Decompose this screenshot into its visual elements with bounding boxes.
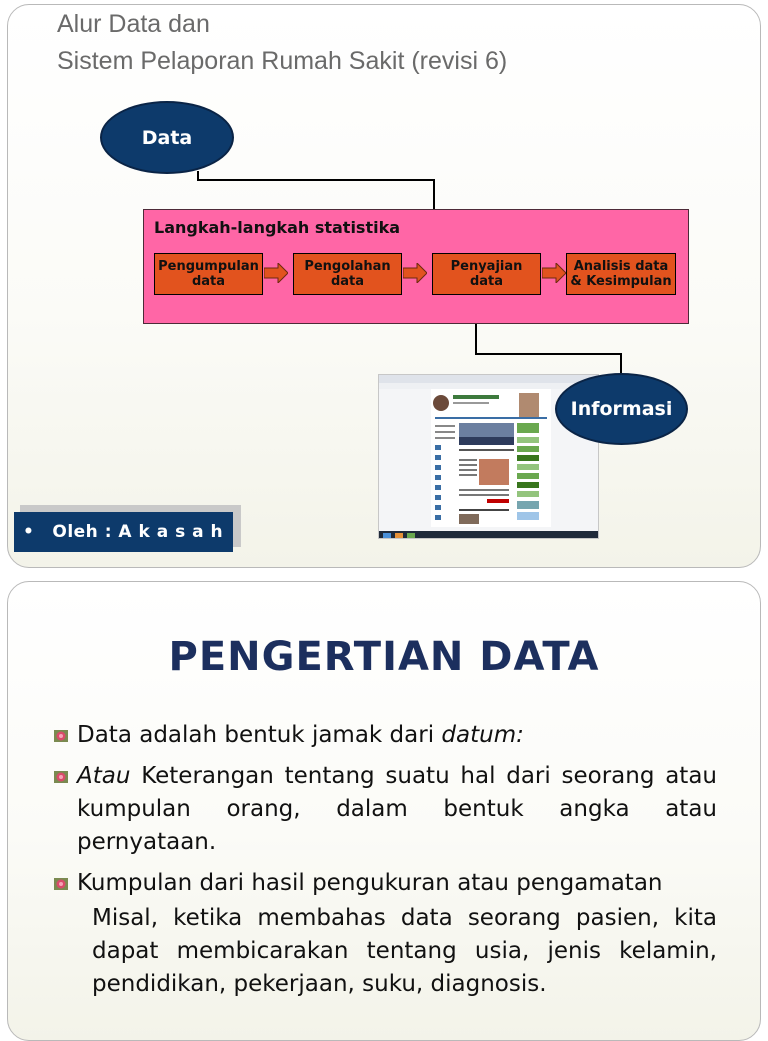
connector-info-vertical [620,353,622,375]
bullet-2-text: Keterangan tentang suatu hal dari seorang atau kumpulan orang, dalam bentuk angka atau pernyataan. [77,763,717,855]
slide-1 [7,4,761,568]
informasi-oval: Informasi [555,373,688,445]
slide-title-line-1: Alur Data dan [57,10,210,38]
bullet-1-italic: datum: [441,722,524,748]
arrow-right-icon [403,263,427,283]
sub-paragraph: Misal, ketika membahas data seorang pasien, kita dapat membicarakan tentang usia, jenis kelamin, pendidikan, pekerjaan, suku, diagnosis. [92,905,717,997]
step-pengumpulan [154,253,263,295]
bullet-1-text: Data adalah bentuk jamak dari [77,722,442,748]
step-label-line1: Pengumpulan [158,259,259,274]
step-analisis [566,253,676,295]
step-label-line1: Penyajian [450,259,523,274]
rose-bullet-icon [54,771,68,783]
slide-title-line-2: Sistem Pelaporan Rumah Sakit (revisi 6) [57,47,508,75]
step-penyajian [432,253,541,295]
step-label-line2: data [469,274,504,289]
author-box [14,512,233,552]
rose-bullet-icon [54,730,68,742]
bullet-1 [77,719,717,752]
step-label-line1: Pengolahan [304,259,391,274]
data-oval: Data [100,101,234,174]
connector-data-horizontal [197,179,435,181]
arrow-right-icon [542,263,566,283]
step-pengolahan [293,253,402,295]
step-label-line2: data [191,274,226,289]
slide-2-title: PENGERTIAN DATA [168,634,600,680]
step-label-line1: Analisis data [573,259,669,274]
statistics-steps-title: Langkah-langkah statistika [154,218,401,237]
statistics-steps-box [143,209,689,324]
bullet-2 [77,760,717,859]
connector-info-horizontal [475,353,622,355]
author-label: Oleh : A k a s a h [52,522,224,542]
bullet-3: Kumpulan dari hasil pengukuran atau pengamatan [77,870,663,896]
slide-2 [7,581,761,1041]
step-label-line2: & Kesimpulan [570,274,672,289]
bullet-2-italic: Atau [77,763,131,789]
connector-data-down [433,179,435,210]
connector-info-down [475,323,477,355]
arrow-right-icon [264,263,288,283]
step-label-line2: data [330,274,365,289]
rose-bullet-icon [54,878,68,890]
author-bullet: • [23,522,35,542]
